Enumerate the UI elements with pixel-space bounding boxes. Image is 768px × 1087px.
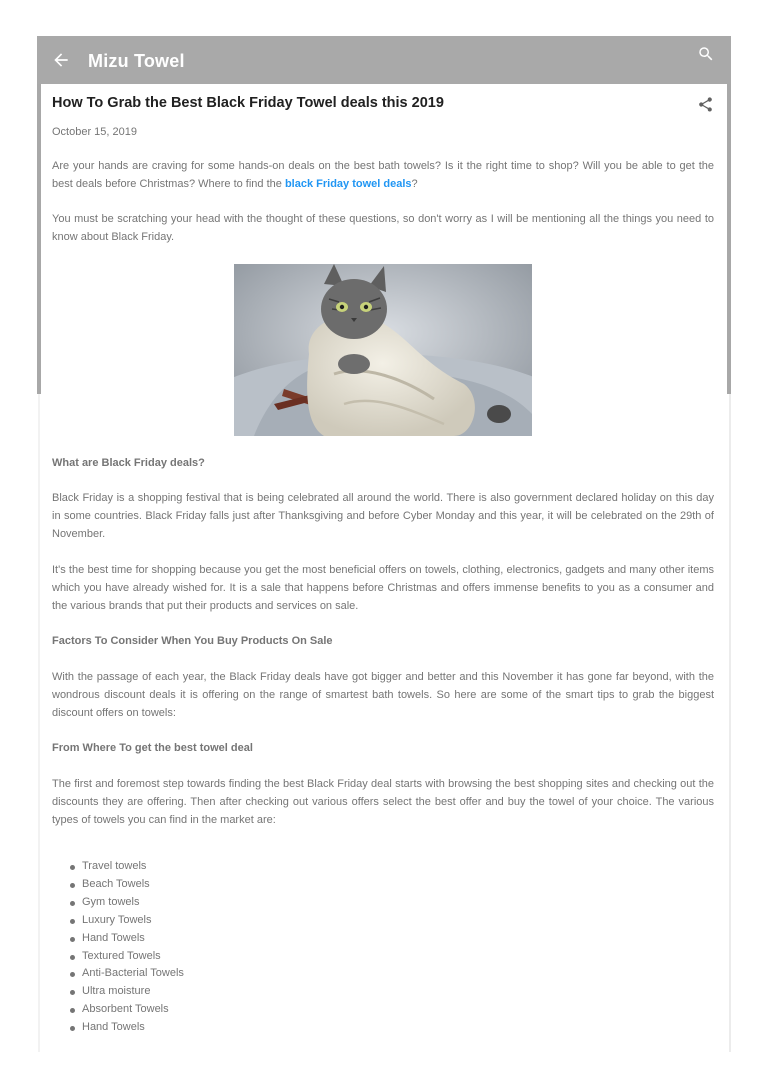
arrow-left-icon [51, 50, 71, 70]
list-item-label: Hand Towels [82, 1021, 145, 1034]
post-date: October 15, 2019 [52, 126, 138, 138]
paragraph: You must be scratching your head with the thought of these questions, so don't worry as I will be mentioning all the things you need to know about Black Friday. [52, 213, 714, 243]
app-header [37, 36, 731, 84]
bullet [70, 955, 75, 960]
list-item [70, 1001, 184, 1019]
bullet [70, 901, 75, 906]
bullet [70, 883, 75, 888]
intro-text: Are your hands are craving for some hands-on deals on the best bath towels? Is it the right time to shop? Will you be able to get the best deals before Christmas? Where to find the [52, 160, 714, 190]
cat-towel-image [234, 264, 532, 436]
list-item-label: Hand Towels [82, 931, 145, 944]
black-friday-deals-link[interactable]: black Friday towel deals [284, 178, 412, 190]
bullet [70, 972, 75, 977]
intro-paragraph [52, 157, 714, 193]
list-item [70, 858, 184, 876]
back-button[interactable] [51, 50, 71, 70]
towel-types-list [70, 858, 184, 1037]
paragraph: It's the best time for shopping because you get the most beneficial offers on towels, clothing, electronics, gadgets and many other items which you have already wished for. It is a sale that happens before Christmas and offers immense benefits to you as a consumer and the various brands that put their products and services on sale. [52, 564, 714, 612]
section-heading: Factors To Consider When You Buy Products On Sale [52, 635, 333, 647]
list-item-label: Textured Towels [82, 949, 161, 962]
frame-shadow [38, 394, 40, 1052]
bullet [70, 990, 75, 995]
frame-border [727, 84, 731, 394]
paragraph: The first and foremost step towards finding the best Black Friday deal starts with browsing the best shopping sites and checking out the discounts they are offering. Then after checking out various offers select the best offer and buy the towel of your choice. The various types of towels you can find in the market are: [52, 778, 714, 826]
paragraph: Black Friday is a shopping festival that is being celebrated all around the world. There is also government declared holiday on this day in some countries. Black Friday falls just after Thanksgiving and before Cyber Monday and this year, it will be celebrated on the 29th of November. [52, 492, 714, 540]
list-item-label: Ultra moisture [82, 985, 151, 998]
section-heading: What are Black Friday deals? [52, 457, 205, 469]
app-title[interactable]: Mizu Towel [88, 51, 185, 71]
bullet [70, 865, 75, 870]
list-item [70, 930, 184, 948]
bullet [70, 1008, 75, 1013]
bullet [70, 937, 75, 942]
search-button[interactable] [697, 45, 715, 63]
frame-border [37, 84, 41, 394]
list-item-label: Anti-Bacterial Towels [82, 967, 184, 980]
list-item [70, 912, 184, 930]
list-item-label: Beach Towels [82, 877, 150, 890]
share-button[interactable] [697, 96, 714, 113]
bullet [70, 919, 75, 924]
intro-end: ? [411, 178, 418, 190]
post-title: How To Grab the Best Black Friday Towel deals this 2019 [52, 95, 444, 111]
list-item [70, 1019, 184, 1037]
list-item [70, 965, 184, 983]
frame-shadow [729, 394, 731, 1052]
share-icon [697, 96, 714, 113]
list-item [70, 876, 184, 894]
list-item [70, 948, 184, 966]
list-item-label: Gym towels [82, 895, 140, 908]
search-icon [697, 45, 715, 63]
list-item [70, 983, 184, 1001]
section-heading: From Where To get the best towel deal [52, 742, 253, 754]
list-item-label: Absorbent Towels [82, 1003, 169, 1016]
paragraph: With the passage of each year, the Black Friday deals have got bigger and better and this November it has gone far beyond, with the wondrous discount deals it is offering on the range of smartest bath towels. So here are some of the smart tips to grab the biggest discount offers on towels: [52, 671, 714, 719]
list-item-label: Luxury Towels [82, 913, 152, 926]
bullet [70, 1026, 75, 1031]
list-item [70, 894, 184, 912]
cat-towel-illustration [234, 264, 532, 436]
list-item-label: Travel towels [82, 860, 147, 872]
